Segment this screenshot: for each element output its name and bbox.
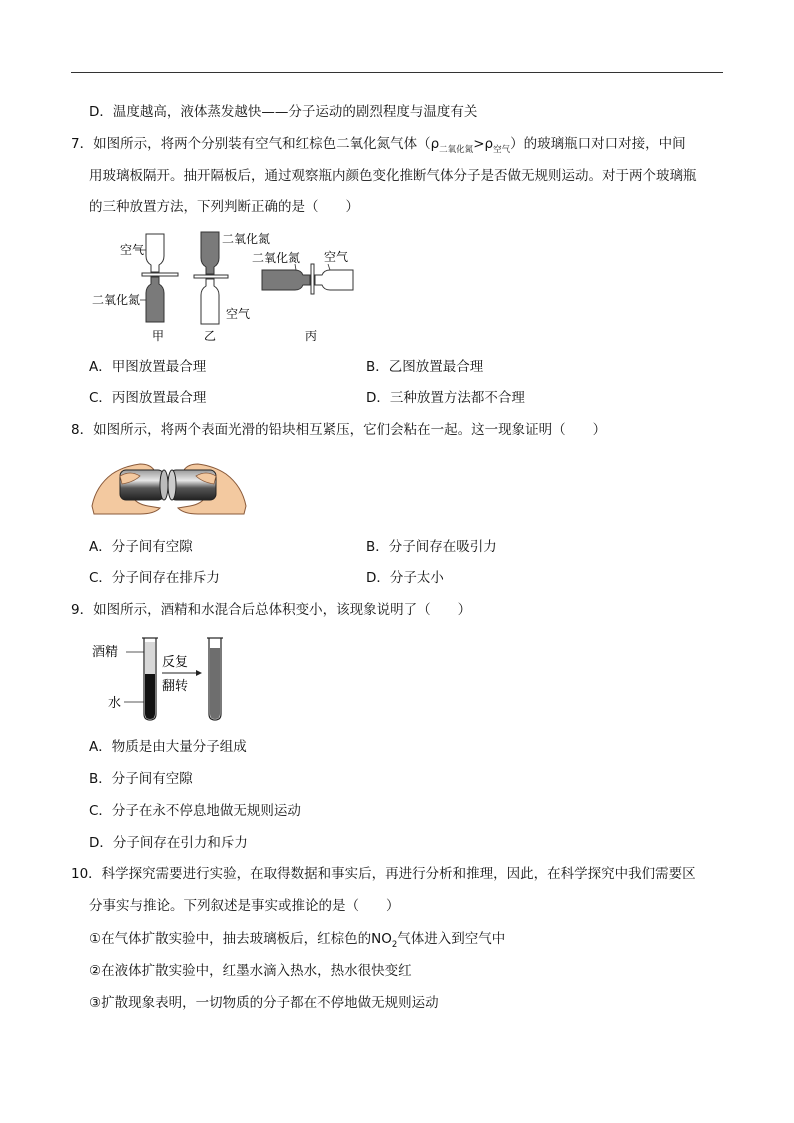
q10-item-3: ③扩散现象表明，一切物质的分子都在不停地做无规则运动 [89,995,439,1011]
bing-label: 丙 [305,329,318,343]
q7-option-d: D．三种放置方法都不合理 [366,390,525,406]
q9-option-d: D．分子间存在引力和斥力 [89,835,248,851]
jia-label: 甲 [152,329,165,343]
q8-option-a: A．分子间有空隙 [89,539,193,555]
q9-option-c: C．分子在永不停息地做无规则运动 [89,803,301,819]
yi-no2-label: 二氧化氮 [222,232,271,246]
q7-stem-line1: 7．如图所示，将两个分别装有空气和红棕色二氧化氮气体$(\rho_{二氧化氮}>\rho_{空气})$的玻璃瓶口对口对接，中间 [71,136,686,155]
q7-bottles-figure [90,228,360,346]
bing-air-label: 空气 [324,250,349,264]
q8-lead-blocks-figure [90,456,248,516]
yi-label: 乙 [204,329,217,343]
tube-after [207,638,223,720]
arrow-label-line1: 反复 [162,655,189,670]
arrow-label-line2: 翻转 [162,679,189,694]
jia-no2-label: 二氧化氮 [92,293,141,307]
q10-item-1: ①在气体扩散实验中，抽去玻璃板后，红棕色的$NO_2$气体进入到空气中 [89,931,506,950]
q9-option-a: A．物质是由大量分子组成 [89,739,247,755]
bottle-setup-jia [92,234,178,343]
yi-air-label: 空气 [226,307,251,321]
q8-option-d: D．分子太小 [366,570,444,586]
jia-air-label: 空气 [120,243,145,257]
q8-option-b: B．分子间存在吸引力 [366,539,497,555]
q7-stem-line3: 的三种放置方法，下列判断正确的是（ ） [89,199,359,215]
q7-stem-line2: 用玻璃板隔开。抽开隔板后，通过观察瓶内颜色变化推断气体分子是否做无规则运动。对于两个玻璃瓶 [89,168,697,184]
alcohol-label: 酒精 [92,645,119,660]
header-rule [71,72,723,73]
q7-option-b: B．乙图放置最合理 [366,359,484,375]
q9-stem: 9．如图所示，酒精和水混合后总体积变小，该现象说明了（ ） [71,602,472,618]
bing-no2-label: 二氧化氮 [252,251,301,265]
bottle-setup-yi [194,232,270,343]
water-label: 水 [108,696,122,711]
q7-option-a: A．甲图放置最合理 [89,359,207,375]
q6-option-d: D．温度越高，液体蒸发越快——分子运动的剧烈程度与温度有关 [89,104,478,120]
q10-stem-line2: 分事实与推论。下列叙述是事实或推论的是（ ） [89,898,400,914]
q9-tubes-figure [90,632,230,724]
q7-option-c: C．丙图放置最合理 [89,390,207,406]
bottle-setup-bing [252,249,353,343]
q10-stem-line1: 10．科学探究需要进行实验，在取得数据和事实后，再进行分析和推理，因此，在科学探究中我们需要区 [71,866,696,882]
q9-option-b: B．分子间有空隙 [89,771,193,787]
tube-before [142,638,158,720]
arrow-head [196,670,202,676]
q8-stem: 8．如图所示，将两个表面光滑的铅块相互紧压，它们会粘在一起。这一现象证明（ ） [71,422,607,438]
q10-item-2: ②在液体扩散实验中，红墨水滴入热水，热水很快变红 [89,963,412,979]
q8-option-c: C．分子间存在排斥力 [89,570,220,586]
